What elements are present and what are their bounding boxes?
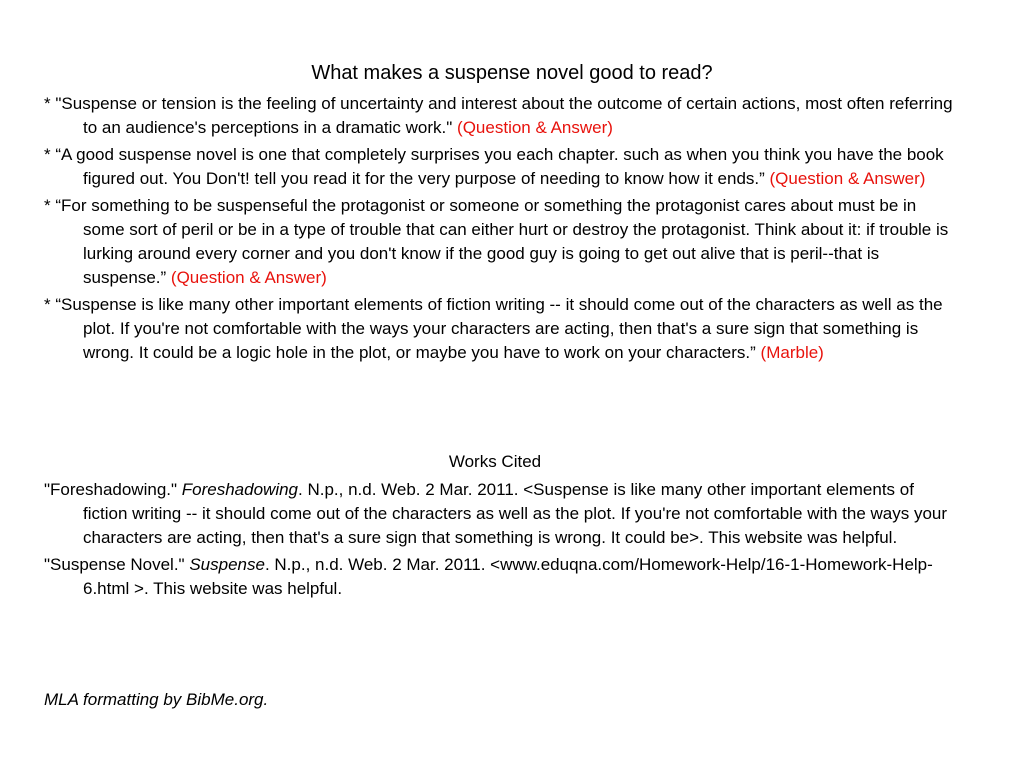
quote-citation: (Question & Answer) — [170, 268, 327, 287]
quote-item — [44, 194, 954, 290]
quote-item — [44, 293, 954, 365]
quote-item — [44, 143, 954, 191]
entry-details: . N.p., n.d. Web. 2 Mar. 2011. <www.eduqna.com/Homework-Help/16-1-Homework-Help-6.html >. This website was helpful. — [83, 555, 933, 598]
quote-list — [44, 92, 954, 368]
quote-text: “A good suspense novel is one that completely surprises you each chapter. such as when you think you have the book figured out. You Don't! tell you read it for the very purpose of needing to know how it ends.” — [55, 145, 944, 188]
entry-source: Suspense — [189, 555, 265, 574]
quote-citation: (Marble) — [760, 343, 824, 362]
entry-source: Foreshadowing — [181, 480, 299, 499]
mla-credit: MLA formatting by BibMe.org. — [44, 690, 269, 709]
works-cited-heading: Works Cited — [448, 452, 542, 471]
works-cited-entry — [44, 553, 954, 601]
entry-title: "Foreshadowing." — [44, 480, 182, 499]
entry-title: "Suspense Novel." — [44, 555, 190, 574]
quote-item — [44, 92, 954, 140]
quote-citation: (Question & Answer) — [457, 118, 613, 137]
quote-citation: (Question & Answer) — [769, 169, 926, 188]
bullet-marker: * — [44, 196, 51, 215]
bullet-marker: * — [44, 295, 51, 314]
page-title: What makes a suspense novel good to read? — [311, 62, 713, 84]
bullet-marker: * — [44, 94, 51, 113]
works-cited-list — [44, 478, 954, 604]
quote-text: "Suspense or tension is the feeling of uncertainty and interest about the outcome of certain actions, most often referring to an audience's perceptions in a dramatic work." — [55, 94, 953, 137]
entry-details: . N.p., n.d. Web. 2 Mar. 2011. <Suspense is like many other important elements of fiction writing -- it should come out of the characters as well as the plot. If you're not comfortable with the ways your characters are acting, then that's a sure sign that something is wrong. It could be>. This website was helpful. — [83, 480, 948, 547]
quote-text: “For something to be suspenseful the protagonist or someone or something the protagonist cares about must be in some sort of peril or be in a type of trouble that can either hurt or destroy the protagonist. Think about it: if trouble is lurking around every corner and you don't know if the good guy is going to get out alive that is peril--that is suspense.” — [55, 196, 949, 287]
quote-text: “Suspense is like many other important elements of fiction writing -- it should come out of the characters as well as the plot. If you're not comfortable with the ways your characters are acting, then that's a sure sign that something is wrong. It could be a logic hole in the plot, or maybe you have to work on your characters.” — [55, 295, 943, 362]
works-cited-entry — [44, 478, 954, 550]
bullet-marker: * — [44, 145, 51, 164]
